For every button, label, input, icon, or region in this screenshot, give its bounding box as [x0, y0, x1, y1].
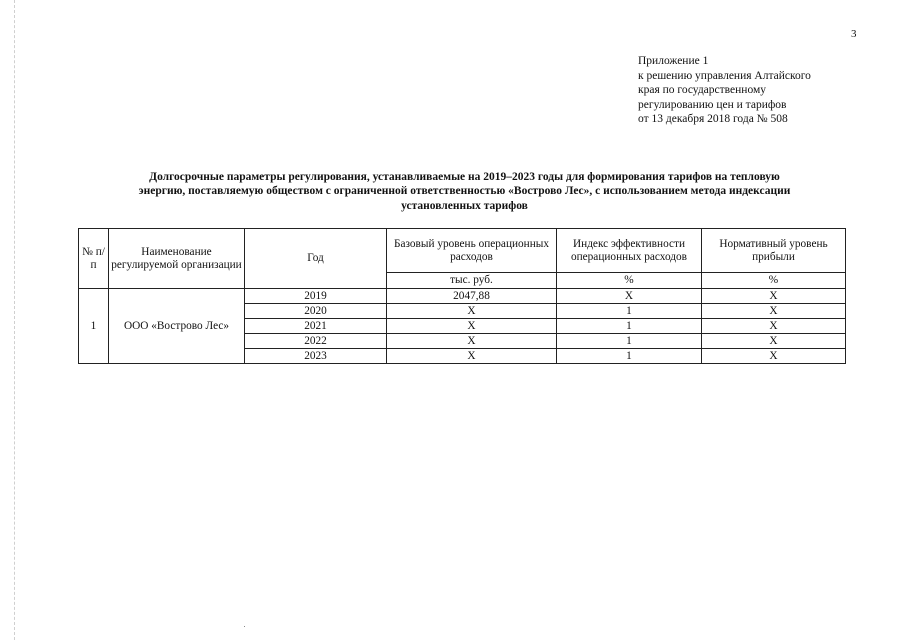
header-organization: Наименование регулируемой организации: [109, 229, 245, 289]
document-title: [78, 170, 851, 213]
regulation-parameters-table: [78, 228, 846, 364]
year-cell: 2023: [245, 349, 387, 364]
year-cell: 2022: [245, 334, 387, 349]
unit-base-level: тыс. руб.: [387, 273, 557, 289]
appendix-line: Приложение 1: [638, 55, 709, 67]
year-cell: 2020: [245, 304, 387, 319]
base-level-cell: X: [387, 334, 557, 349]
year-cell: 2019: [245, 289, 387, 304]
title-line: Долгосрочные параметры регулирования, устанавливаемые на 2019–2023 годы для формирования тарифов на тепловую: [149, 171, 780, 183]
appendix-line: от 13 декабря 2018 года № 508: [638, 113, 788, 125]
scan-speck: [244, 626, 245, 627]
efficiency-index-cell: 1: [557, 319, 702, 334]
profit-level-cell: X: [702, 304, 846, 319]
profit-level-cell: X: [702, 289, 846, 304]
header-year: Год: [245, 229, 387, 289]
header-number: № п/п: [79, 229, 109, 289]
unit-profit-level: %: [702, 273, 846, 289]
title-line: установленных тарифов: [401, 199, 528, 212]
profit-level-cell: X: [702, 334, 846, 349]
header-profit-level: Нормативный уровень прибыли: [702, 229, 846, 273]
appendix-line: регулированию цен и тарифов: [638, 98, 787, 111]
header-base-level: Базовый уровень операционных расходов: [387, 229, 557, 273]
unit-efficiency-index: %: [557, 273, 702, 289]
profit-level-cell: X: [702, 319, 846, 334]
header-efficiency-index: Индекс эффективности операционных расходов: [557, 229, 702, 273]
title-line: энергию, поставляемую обществом с ограниченной ответственностью «Вострово Лес», с использованием метода индексации: [138, 185, 791, 198]
year-cell: 2021: [245, 319, 387, 334]
base-level-cell: X: [387, 304, 557, 319]
efficiency-index-cell: 1: [557, 304, 702, 319]
appendix-line: к решению управления Алтайского: [638, 69, 811, 82]
base-level-cell: X: [387, 349, 557, 364]
table-header-row: [79, 229, 846, 273]
profit-level-cell: X: [702, 349, 846, 364]
efficiency-index-cell: 1: [557, 349, 702, 364]
appendix-note: [638, 54, 888, 127]
efficiency-index-cell: 1: [557, 334, 702, 349]
row-number-cell: 1: [79, 289, 109, 364]
page-number: 3: [851, 28, 857, 40]
efficiency-index-cell: X: [557, 289, 702, 304]
organization-cell: ООО «Вострово Лес»: [109, 289, 245, 364]
binding-margin-line: [14, 0, 15, 640]
base-level-cell: X: [387, 319, 557, 334]
base-level-cell: 2047,88: [387, 289, 557, 304]
table-row: [79, 289, 846, 304]
appendix-line: края по государственному: [638, 84, 766, 96]
